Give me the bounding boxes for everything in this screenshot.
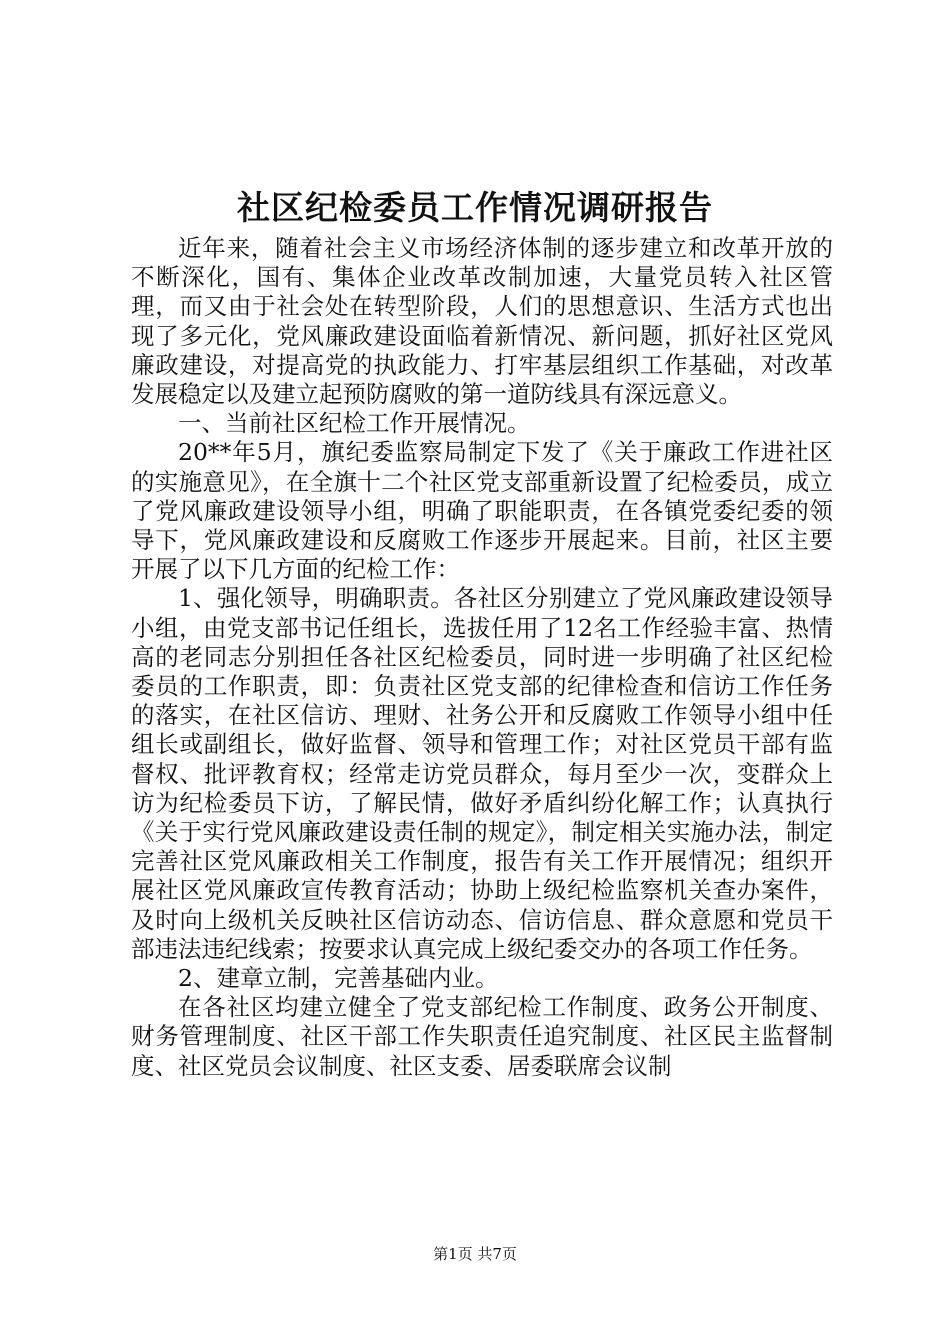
document-body [131, 234, 833, 1081]
paragraph-item-2-body: 在各社区均建立健全了党支部纪检工作制度、政务公开制度、财务管理制度、社区干部工作失职责任追究制度、社区民主监督制度、社区党员会议制度、社区支委、居委联席会议制 [131, 993, 833, 1080]
paragraph-item-1: 1、强化领导，明确职责。各社区分别建立了党风廉政建设领导小组，由党支部书记任组长，选拔任用了12名工作经验丰富、热情高的老同志分别担任各社区纪检委员，同时进一步明确了社区纪检委员的工作职责，即：负责社区党支部的纪律检查和信访工作任务的落实，在社区信访、理财、社务公开和反腐败工作领导小组中任组长或副组长，做好监督、领导和管理工作；对社区党员干部有监督权、批评教育权；经常走访党员群众，每月至少一次，变群众上访为纪检委员下访，了解民情，做好矛盾纠纷化解工作；认真执行《关于实行党风廉政建设责任制的规定》，制定相关实施办法，制定完善社区党风廉政相关工作制度，报告有关工作开展情况；组织开展社区党风廉政宣传教育活动；协助上级纪检监察机关查办案件，及时向上级机关反映社区信访动态、信访信息、群众意愿和党员干部违法违纪线索；按要求认真完成上级纪委交办的各项工作任务。 [131, 584, 833, 963]
section-heading-1: 一、当前社区纪检工作开展情况。 [178, 409, 531, 438]
document-title: 社区纪检委员工作情况调研报告 [237, 188, 713, 227]
page-footer: 第1页 共7页 [433, 1245, 517, 1263]
paragraph-intro: 近年来，随着社会主义市场经济体制的逐步建立和改革开放的不断深化，国有、集体企业改革改制加速，大量党员转入社区管理，而又由于社会处在转型阶段，人们的思想意识、生活方式也出现了多元化，党风廉政建设面临着新情况、新问题，抓好社区党风廉政建设，对提高党的执政能力、打牢基层组织工作基础，对改革发展稳定以及建立起预防腐败的第一道防线具有深远意义。 [131, 234, 833, 409]
paragraph-item-2-heading: 2、建章立制，完善基础内业。 [178, 964, 499, 993]
paragraph-background: 20**年5月，旗纪委监察局制定下发了《关于廉政工作进社区的实施意见》，在全旗十二个社区党支部重新设置了纪检委员，成立了党风廉政建设领导小组，明确了职能职责，在各镇党委纪委的领导下，党风廉政建设和反腐败工作逐步开展起来。目前，社区主要开展了以下几方面的纪检工作： [131, 438, 833, 584]
